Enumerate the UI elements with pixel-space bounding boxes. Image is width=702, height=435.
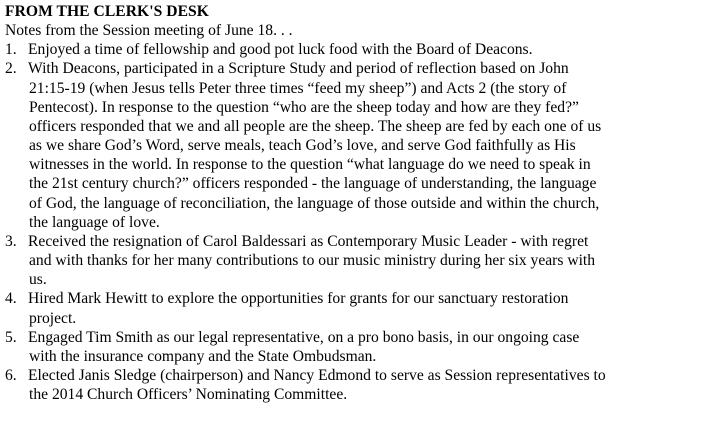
session-notes-list	[5, 40, 699, 404]
list-item-text: Engaged Tim Smith as our legal representative, on a pro bono basis, in our ongoing case	[28, 328, 580, 346]
list-item-text: as we share God’s Word, serve meals, teach God’s love, and serve God faithfully as His	[29, 137, 576, 155]
list-item-continuation-line	[5, 194, 699, 213]
list-item-text: and with thanks for her many contributions to our music ministry during her six years with	[29, 252, 596, 270]
list-item	[5, 366, 699, 404]
article-heading: FROM THE CLERK'S DESK	[5, 3, 209, 20]
list-item-text: With Deacons, participated in a Scripture Study and period of reflection based on John	[28, 60, 569, 78]
list-item-text: Pentecost). In response to the question “who are the sheep today and how are they fed?”	[29, 98, 579, 116]
list-item-text: 21:15-19 (when Jesus tells Peter three times “feed my sheep”) and Acts 2 (the story of	[29, 79, 567, 97]
list-item-text: Received the resignation of Carol Baldessari as Contemporary Music Leader - with regret	[28, 232, 589, 250]
list-item-first-line	[5, 366, 699, 385]
list-item-text: the language of love.	[29, 213, 160, 231]
list-item	[5, 59, 699, 231]
list-item-continuation-line	[5, 155, 699, 174]
list-item-first-line	[5, 59, 699, 78]
list-item-continuation-line	[5, 98, 699, 117]
list-item-text: the 21st century church?” officers responded - the language of understanding, the language	[29, 175, 597, 193]
list-item-first-line	[5, 232, 699, 251]
list-item-first-line	[5, 289, 699, 308]
list-item	[5, 328, 699, 366]
list-item-first-line	[5, 328, 699, 347]
list-item-continuation-line	[5, 136, 699, 155]
list-item-text: the 2014 Church Officers’ Nominating Committee.	[29, 386, 348, 404]
list-item	[5, 232, 699, 289]
list-item-number: 1.	[5, 41, 17, 59]
list-item	[5, 289, 699, 327]
list-item-number: 4.	[5, 290, 17, 308]
list-item-text: Elected Janis Sledge (chairperson) and Nancy Edmond to serve as Session representatives to	[28, 366, 606, 384]
list-item-number: 3.	[5, 232, 17, 250]
list-item-number: 5.	[5, 328, 17, 346]
list-item-text: Enjoyed a time of fellowship and good pot luck food with the Board of Deacons.	[28, 41, 533, 59]
list-item-number: 6.	[5, 366, 17, 384]
list-item	[5, 40, 699, 59]
list-item-text: with the insurance company and the State Ombudsman.	[29, 347, 377, 365]
list-item-continuation-line	[5, 309, 699, 328]
list-item-continuation-line	[5, 174, 699, 193]
list-item-continuation-line	[5, 270, 699, 289]
list-item-text: project.	[29, 309, 77, 327]
list-item-number: 2.	[5, 60, 17, 78]
list-item-text: Hired Mark Hewitt to explore the opportunities for grants for our sanctuary restoration	[28, 290, 569, 308]
list-item-continuation-line	[5, 385, 699, 404]
list-item-text: witnesses in the world. In response to the question “what language do we need to speak in	[29, 156, 591, 174]
list-item-continuation-line	[5, 347, 699, 366]
list-item-continuation-line	[5, 251, 699, 270]
newsletter-article	[5, 2, 699, 404]
list-item-text: us.	[29, 271, 47, 289]
article-intro: Notes from the Session meeting of June 18. . .	[5, 22, 293, 40]
list-item-continuation-line	[5, 117, 699, 136]
list-item-first-line	[5, 40, 699, 59]
list-item-text: of God, the language of reconciliation, the language of those outside and within the church,	[29, 194, 600, 212]
list-item-text: officers responded that we and all people are the sheep. The sheep are fed by each one of us	[29, 117, 602, 135]
list-item-continuation-line	[5, 213, 699, 232]
list-item-continuation-line	[5, 79, 699, 98]
